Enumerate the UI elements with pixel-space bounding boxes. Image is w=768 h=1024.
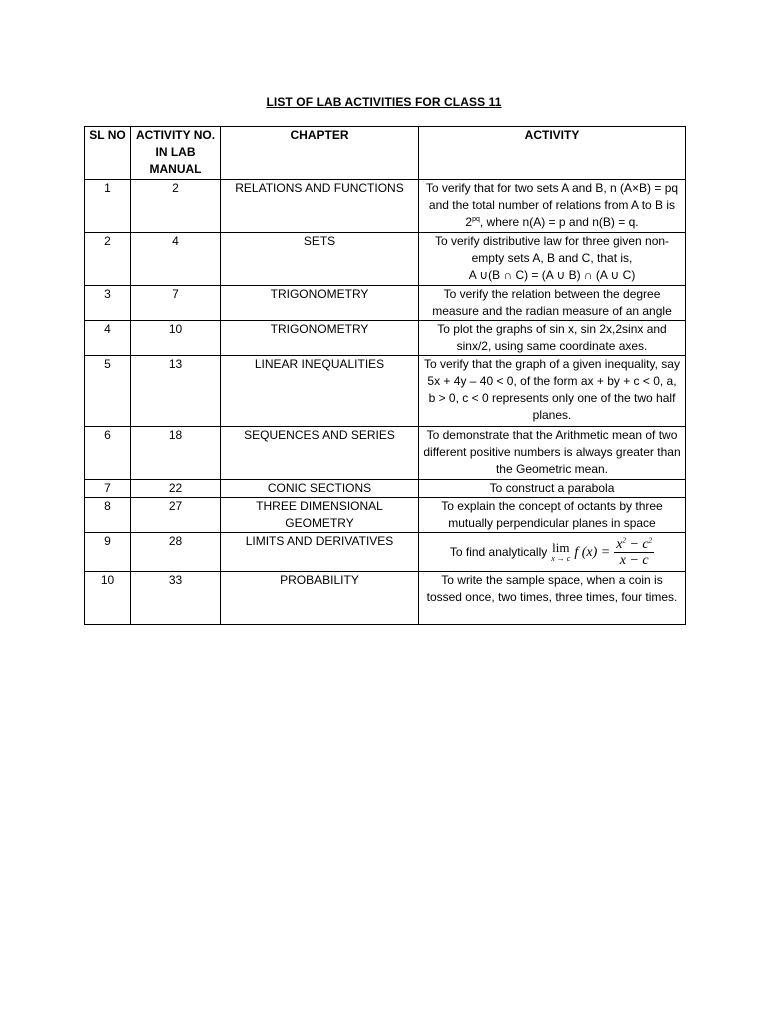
table-row: [85, 498, 686, 533]
activity-no-cell: 28: [131, 533, 221, 572]
numerator-x: x: [616, 536, 623, 552]
header-chapter: CHAPTER: [221, 127, 419, 180]
table-row: [85, 321, 686, 356]
activity-cell: [419, 180, 686, 233]
activity-text: To verify distributive law for three given non-empty sets A, B and C, that is,: [434, 234, 670, 265]
header-activity-no: ACTIVITY NO. IN LAB MANUAL: [131, 127, 221, 180]
activity-no-cell: 4: [131, 233, 221, 286]
table-row: [85, 356, 686, 427]
table-row: [85, 180, 686, 233]
header-sl-no: SL NO: [85, 127, 131, 180]
activity-cell: [419, 233, 686, 286]
limit-operator: [551, 539, 571, 563]
activity-text-cont: , where n(A) = p and n(B) = q.: [479, 215, 639, 229]
numerator-exp-1: 2: [622, 535, 626, 544]
activity-cell: To verify that the graph of a given inequality, say 5x + 4y – 40 < 0, of the form ax + by + c < 0, a, b > 0, c < 0 represents only one of the two half planes.: [419, 356, 686, 427]
activity-cell: To construct a parabola: [419, 480, 686, 498]
activity-no-cell: 22: [131, 480, 221, 498]
table-row: [85, 427, 686, 480]
sl-cell: 5: [85, 356, 131, 427]
activity-no-cell: 27: [131, 498, 221, 533]
chapter-cell: SETS: [221, 233, 419, 286]
sl-cell: 3: [85, 286, 131, 321]
table-row: [85, 286, 686, 321]
activity-cell: To write the sample space, when a coin is tossed once, two times, three times, four times.: [419, 572, 686, 625]
sl-cell: 1: [85, 180, 131, 233]
activity-no-cell: 2: [131, 180, 221, 233]
limit-formula: [423, 533, 681, 571]
activity-superscript: pq: [472, 216, 480, 223]
chapter-cell: SEQUENCES AND SERIES: [221, 427, 419, 480]
sl-cell: 6: [85, 427, 131, 480]
activity-text: To find analytically: [449, 544, 548, 559]
table-header-row: [85, 127, 686, 180]
activity-no-cell: 7: [131, 286, 221, 321]
sl-cell: 8: [85, 498, 131, 533]
activity-no-cell: 13: [131, 356, 221, 427]
activity-formula: A ∪(B ∩ C) = (A ∪ B) ∩ (A ∪ C): [468, 268, 636, 282]
table-row: [85, 480, 686, 498]
limit-subscript: x → c: [551, 553, 571, 563]
activity-text: To verify that for two sets A and B, n (A×B) = pq and the total number of relations from A to B is 2: [425, 181, 679, 229]
chapter-cell: LINEAR INEQUALITIES: [221, 356, 419, 427]
limit-label: lim: [552, 539, 570, 555]
fraction: [614, 537, 654, 568]
page-title: LIST OF LAB ACTIVITIES FOR CLASS 11: [266, 95, 502, 109]
activity-no-cell: 10: [131, 321, 221, 356]
chapter-cell: CONIC SECTIONS: [221, 480, 419, 498]
sl-cell: 7: [85, 480, 131, 498]
chapter-cell: RELATIONS AND FUNCTIONS: [221, 180, 419, 233]
table-row: [85, 233, 686, 286]
function-label: f (x) =: [574, 544, 611, 560]
activity-cell: To plot the graphs of sin x, sin 2x,2sinx and sinx/2, using same coordinate axes.: [419, 321, 686, 356]
numerator-exp-2: 2: [648, 535, 653, 544]
activity-no-cell: 18: [131, 427, 221, 480]
sl-cell: 4: [85, 321, 131, 356]
sl-cell: 2: [85, 233, 131, 286]
activity-cell: To demonstrate that the Arithmetic mean of two different positive numbers is always greater than the Geometric mean.: [419, 427, 686, 480]
sl-cell: 10: [85, 572, 131, 625]
table-row: [85, 533, 686, 572]
chapter-cell: TRIGONOMETRY: [221, 286, 419, 321]
numerator-c: − c: [625, 536, 649, 552]
table-row: [85, 572, 686, 625]
activity-no-cell: 33: [131, 572, 221, 625]
fraction-denominator: x − c: [619, 552, 649, 568]
chapter-cell: PROBABILITY: [221, 572, 419, 625]
sl-cell: 9: [85, 533, 131, 572]
activity-cell: To verify the relation between the degree measure and the radian measure of an angle: [419, 286, 686, 321]
chapter-cell: TRIGONOMETRY: [221, 321, 419, 356]
header-activity: ACTIVITY: [419, 127, 686, 180]
lab-activities-table: [84, 126, 686, 625]
fraction-numerator: [614, 537, 654, 553]
activity-cell: [419, 533, 686, 572]
chapter-cell: LIMITS AND DERIVATIVES: [221, 533, 419, 572]
chapter-cell: THREE DIMENSIONAL GEOMETRY: [221, 498, 419, 533]
activity-cell: To explain the concept of octants by three mutually perpendicular planes in space: [419, 498, 686, 533]
